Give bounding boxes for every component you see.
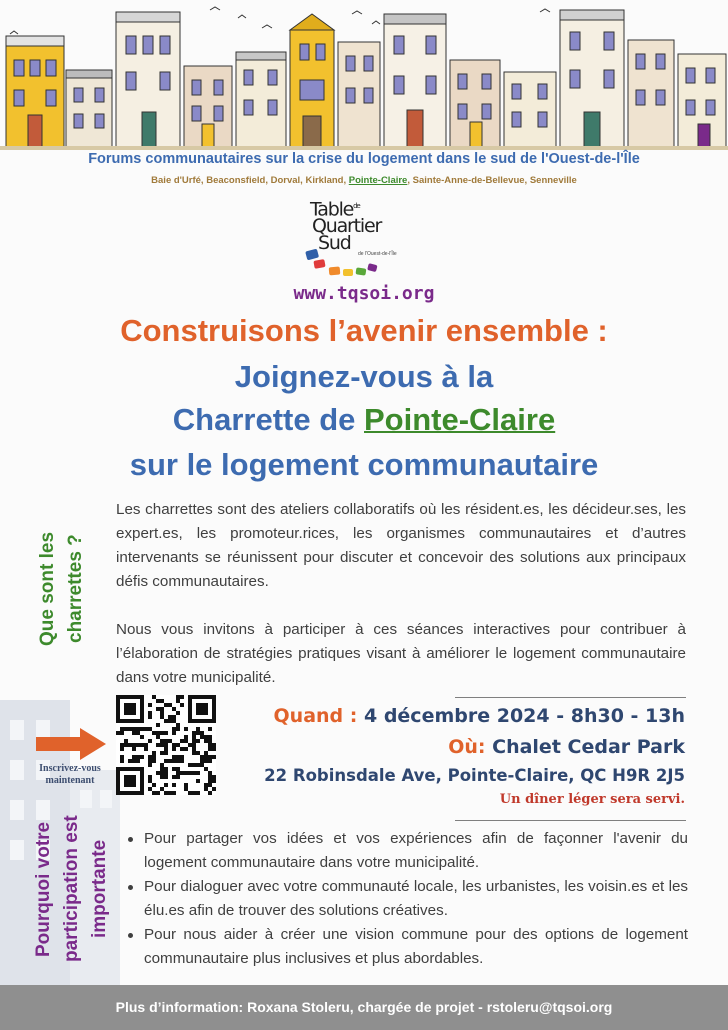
logo-small-de: de — [353, 202, 360, 210]
side-label-why-participate: Pourquoi votre participation est importante — [33, 815, 110, 963]
municipalities-after: , Sainte-Anne-de-Bellevue, Senneville — [407, 175, 577, 186]
forum-title: Forums communautaires sur la crise du logement dans le sud de l'Ouest-de-l'Île — [88, 151, 640, 167]
headline-line-3-before: Charrette de — [172, 402, 364, 437]
headline-town: Pointe-Claire — [364, 402, 556, 437]
where-label: Où: — [448, 736, 486, 758]
logo-line-2: Quartier — [312, 215, 382, 238]
logo-colored-shapes-icon — [296, 196, 436, 282]
intro-paragraph-2: Nous vous invitons à participer à ces séances interactives pour contribuer à l’élaboration de stratégies pratiques visant à améliorer le logement communautaire dans votre municipalité. — [116, 621, 686, 686]
event-date-time — [274, 705, 685, 727]
headline-line-3 — [0, 402, 728, 438]
list-item: Pour dialoguer avec votre communauté locale, les urbanistes, les voisin.es et les élu.es afin de trouver des solutions créatives. — [120, 875, 688, 923]
logo-line-3: Sud — [318, 232, 351, 255]
headline-line-2: Joignez-vous à la — [234, 359, 494, 394]
divider-bottom — [455, 820, 686, 821]
logo-subtitle: de l'Ouest-de-l'Île — [358, 251, 397, 257]
intro-text — [116, 498, 686, 690]
headline-line-1: Construisons l’avenir ensemble : — [120, 313, 608, 348]
list-item: Pour nous aider à créer une vision commune pour des options de logement communautaire plus inclusives et plus abordables. — [120, 923, 688, 971]
website-url[interactable]: www.tqsoi.org — [293, 283, 435, 304]
houses-skyline-illustration — [0, 0, 728, 148]
municipalities-before: Baie d'Urfé, Beaconsfield, Dorval, Kirkland, — [151, 175, 349, 186]
list-item: Pour partager vos idées et vos expériences afin de façonner l'avenir du logement communautaire dans votre municipalité. — [120, 827, 688, 875]
intro-paragraph-1: Les charrettes sont des ateliers collaboratifs où les résident.es, les décideur.ses, les expert.es, les promoteur.rices, les organismes communautaires et d’autres intervenants se réunissent pour discuter et concevoir des solutions aux principaux défis communautaires. — [116, 501, 686, 590]
when-value: 4 décembre 2024 - 8h30 - 13h — [357, 705, 685, 727]
headline-line-4: sur le logement communautaire — [129, 447, 599, 482]
registration-qr-code[interactable] — [116, 695, 216, 795]
divider-top — [455, 697, 686, 698]
arrow-right-icon — [36, 728, 106, 760]
event-location — [448, 736, 685, 758]
register-now-label: Inscrivez-vous maintenant — [39, 763, 101, 786]
municipalities-list — [0, 175, 728, 186]
footer-contact: Plus d’information: Roxana Stoleru, chargée de projet - rstoleru@tqsoi.org — [0, 985, 728, 1030]
side-label-what-are-charrettes: Que sont les charrettes ? — [37, 531, 86, 647]
lunch-note: Un dîner léger sera servi. — [499, 792, 685, 807]
event-address: 22 Robinsdale Ave, Pointe-Claire, QC H9R 2J5 — [264, 766, 685, 785]
where-value: Chalet Cedar Park — [485, 736, 685, 758]
municipality-highlight: Pointe-Claire — [348, 175, 408, 186]
tqsoi-logo — [296, 196, 436, 282]
street-line — [0, 146, 728, 150]
logo-line-1: Table$^{de}$ — [310, 198, 360, 221]
reasons-list — [120, 827, 688, 971]
when-label: Quand : — [273, 705, 358, 727]
